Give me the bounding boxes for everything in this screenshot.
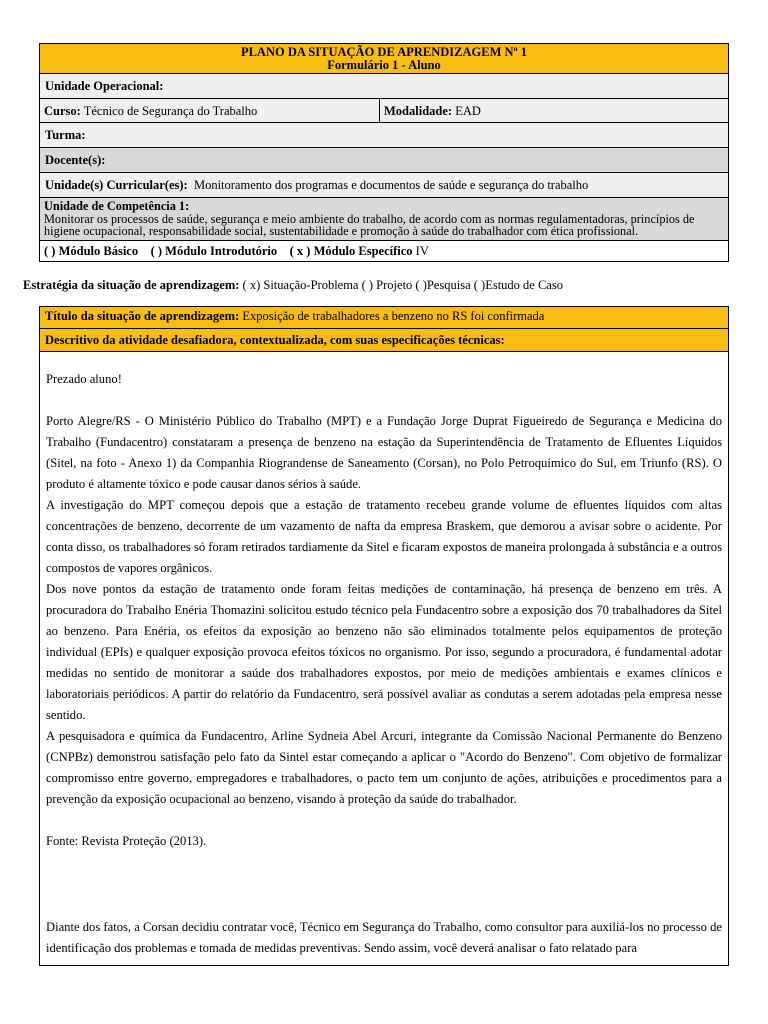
modalidade-label: Modalidade: xyxy=(384,104,453,118)
curso-label: Curso: xyxy=(44,104,81,118)
unidade-curricular-label: Unidade(s) Curricular(es): xyxy=(45,178,188,192)
modulo-especifico: ( x ) Módulo Específico xyxy=(289,243,413,258)
estrategia-label: Estratégia da situação de aprendizagem: xyxy=(23,278,240,292)
paragraph-3: Dos nove pontos da estação de tratamento onde foram feitas medições de contaminação, há presença de benzeno em três. A procuradora do Trabalho Enéria Thomazini solicitou estudo técnico pela Fundacentro sobre a exposição dos 70 trabalhadores da Sitel ao benzeno. Para Enéria, os efeitos da exposição ao benzeno não são eliminados totalmente pelos equipamentos de proteção individual (EPIs) e qualquer exposição provoca efeitos tóxicos no organismo. Por isso, segundo a procuradora, é fundamental adotar medidas no sentido de monitorar a saúde dos trabalhadores expostos, por meio de medições ambientais e exames clínicos e laboratoriais periódicos. A partir do relatório da Fundacentro, será possível avaliar as condutas a serem adotadas pela empresa nesse sentido. xyxy=(46,582,722,722)
modulo-especifico-num: IV xyxy=(415,243,429,258)
plan-title-block xyxy=(40,44,728,73)
docente-row xyxy=(40,147,728,172)
modalidade-cell xyxy=(380,99,728,122)
paragraph-1: Porto Alegre/RS - O Ministério Público do Trabalho (MPT) e a Fundação Jorge Duprat Figueiredo de Segurança e Medicina do Trabalho (Fundacentro) constataram a presença de benzeno na estação da Superintendência de Tratamento de Efluentes Líquidos (Sitel, na foto - Anexo 1) da Companhia Riograndense de Saneamento (Corsan), no Polo Petroquímico do Sul, em Triunfo (RS). O produto é altamente tóxico e pode causar danos sérios à saúde. xyxy=(46,414,722,491)
paragraph-4: A pesquisadora e química da Fundacentro, Arline Sydneia Abel Arcuri, integrante da Comissão Nacional Permanente do Benzeno (CNPBz) demonstrou satisfação pelo fato da Sintel estar começando a aplicar o "Acordo do Benzeno". Com objetivo de formalizar compromisso entre governo, empregadores e trabalhadores, o pacto tem um conjunto de ações, atribuições e procedimentos para a prevenção da exposição ocupacional ao benzeno, visando à proteção da saúde do trabalhador. xyxy=(46,729,722,806)
plan-title: PLANO DA SITUAÇÃO DE APRENDIZAGEM Nº 1 xyxy=(240,45,528,59)
modulo-introdutorio: ( ) Módulo Introdutório xyxy=(150,243,278,258)
titulo-label: Título da situação de aprendizagem: xyxy=(45,309,240,323)
descritivo-label: Descritivo da atividade desafiadora, contextualizada, com suas especificações técnicas: xyxy=(45,333,505,347)
plan-header-table xyxy=(39,43,729,262)
paragraph-2: A investigação do MPT começou depois que a estação de tratamento recebeu grande volume de efluentes líquidos com altas concentrações de benzeno, decorrente de um vazamento de nafta da empresa Braskem, que demorou a avisar sobre o acidente. Por conta disso, os trabalhadores só foram retirados tardiamente da Sitel e ficaram expostos de maneira prolongada à substância e a outros compostos de vapores orgânicos. xyxy=(46,498,722,575)
fonte: Fonte: Revista Proteção (2013). xyxy=(46,834,207,848)
competencia-row xyxy=(40,197,728,240)
estrategia-line xyxy=(23,278,743,292)
paragraph-5: Diante dos fatos, a Corsan decidiu contratar você, Técnico em Segurança do Trabalho, como consultor para auxiliá-los no processo de identificação dos problemas e tomada de medidas preventivas. Sendo assim, você deverá analisar o fato relatado para xyxy=(46,920,722,955)
competencia-label: Unidade de Competência 1: xyxy=(44,199,190,213)
situacao-table xyxy=(39,306,729,966)
descritivo-row xyxy=(40,328,728,351)
unidade-operacional-label: Unidade Operacional: xyxy=(45,79,164,93)
unidade-curricular-value: Monitoramento dos programas e documentos de saúde e segurança do trabalho xyxy=(193,178,589,192)
curso-value: Técnico de Segurança do Trabalho xyxy=(83,104,258,118)
unidade-operacional-row xyxy=(40,73,728,98)
modulo-basico: ( ) Módulo Básico xyxy=(44,243,139,258)
modalidade-value: EAD xyxy=(455,104,481,118)
turma-row xyxy=(40,122,728,147)
plan-subtitle: Formulário 1 - Aluno xyxy=(327,58,441,72)
curso-row xyxy=(40,98,728,122)
curso-cell xyxy=(40,99,380,122)
modulo-row xyxy=(40,240,728,261)
titulo-row xyxy=(40,307,728,328)
titulo-value: Exposição de trabalhadores a benzeno no RS foi confirmada xyxy=(242,309,545,323)
greeting: Prezado aluno! xyxy=(46,372,122,386)
descritivo-body xyxy=(40,351,728,959)
docente-label: Docente(s): xyxy=(45,153,106,167)
competencia-text: Monitorar os processos de saúde, segurança e meio ambiente do trabalho, de acordo com as normas regulamentadoras, princípios de higiene ocupacional, responsabilidade social, sustentabilidade e promoção à saúde do trabalhador com ética profissional. xyxy=(44,211,695,238)
turma-label: Turma: xyxy=(45,128,86,142)
estrategia-options: ( x) Situação-Problema ( ) Projeto ( )Pesquisa ( )Estudo de Caso xyxy=(242,278,563,292)
unidade-curricular-row xyxy=(40,172,728,197)
